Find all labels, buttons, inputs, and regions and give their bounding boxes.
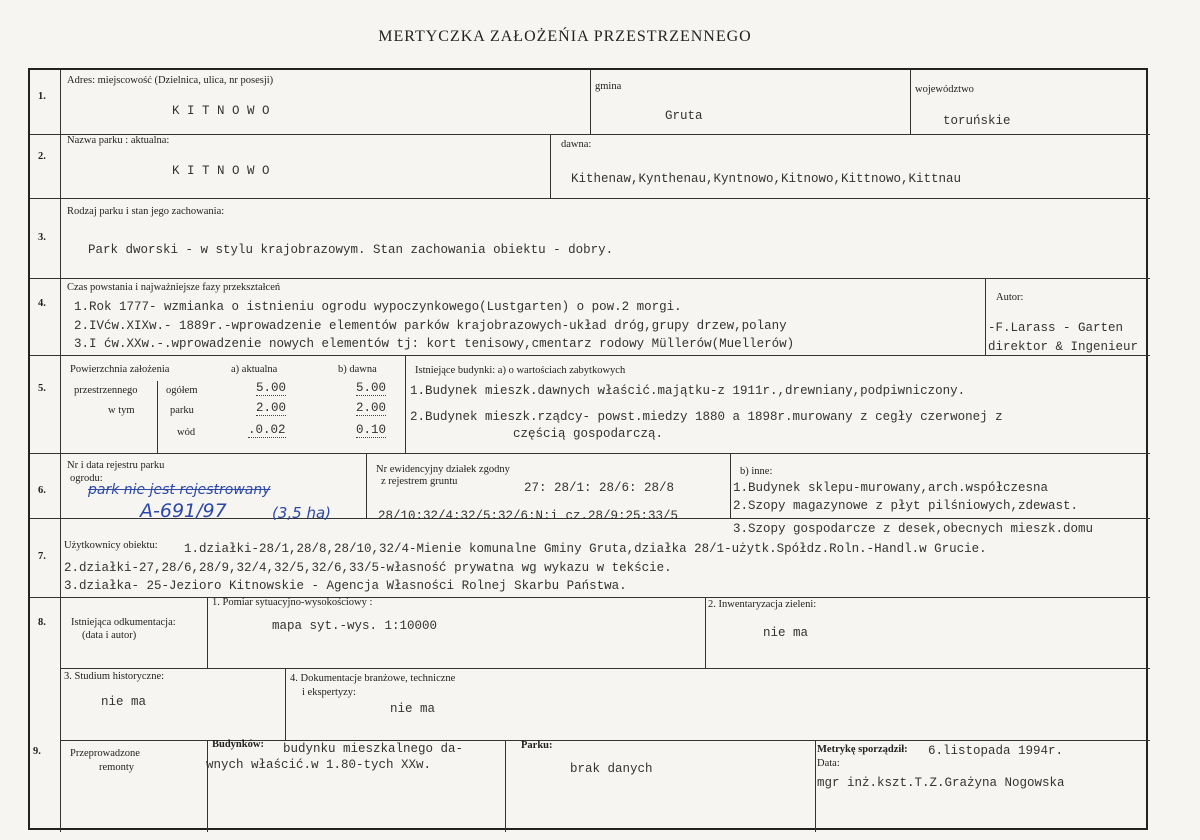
history-line-3: 3.I ćw.XXw.-.wprowadzenie nowych elementów tj: kort tenisowy,cmentarz rodowy Müllerów(Muellerów) bbox=[74, 337, 795, 351]
users-line-2: 2.działki-27,28/6,28/9,32/4,32/5,32/6,33/5-własność prywatna wg wykazu w tekście. bbox=[64, 561, 672, 575]
row-number-8: 8. bbox=[38, 617, 46, 628]
buildings-renovation-line-1: budynku mieszkalnego da- bbox=[283, 742, 464, 756]
users-label: Użytkownicy obiektu: bbox=[64, 540, 158, 551]
row-number-3: 3. bbox=[38, 232, 46, 243]
technical-docs-label-2: i ekspertyzy: bbox=[302, 687, 356, 698]
buildings-label: Istniejące budynki: a) o wartościach zabytkowych bbox=[415, 365, 626, 376]
former-name-label: dawna: bbox=[561, 139, 592, 150]
voivodeship-value: toruńskie bbox=[943, 114, 1011, 128]
address-value: K I T N O W O bbox=[172, 104, 270, 118]
building-2: 2.Budynek mieszk.rządcy- powst.miedzy 1880 a 1898r.murowany z cegły czerwonej z bbox=[410, 410, 1003, 424]
total-current-value: 5.00 bbox=[256, 381, 287, 395]
plots-line-2: 28/10:32/4:32/5:32/6:N:i cz.28/9:25:33/5 bbox=[378, 509, 679, 523]
prepared-by-value: mgr inż.kszt.T.Z.Grażyna Nogowska bbox=[817, 776, 1065, 790]
renovations-label-2: remonty bbox=[99, 762, 134, 773]
history-line-1: 1.Rok 1777- wzmianka o istnieniu ogrodu wypoczynkowego(Lustgarten) o pow.2 morgi. bbox=[74, 300, 682, 314]
historical-study-label: 3. Studium historyczne: bbox=[64, 671, 165, 682]
row-number-1: 1. bbox=[38, 91, 46, 102]
author-line-2: direktor & Ingenieur bbox=[988, 340, 1139, 354]
former-name-value: Kithenaw,Kynthenau,Kyntnowo,Kitnowo,Kittnowo,Kittnau bbox=[571, 172, 962, 186]
row-number-9: 9. bbox=[33, 746, 41, 757]
row-number-4: 4. bbox=[38, 298, 46, 309]
other-building-2: 2.Szopy magazynowe z płyt pilśniowych,zdewast. bbox=[733, 499, 1079, 513]
address-label: Adres: miejscowość (Dzielnica, ulica, nr posesji) bbox=[67, 75, 274, 86]
history-label: Czas powstania i najważniejsze fazy przekształceń bbox=[67, 282, 281, 293]
area-former-header: b) dawna bbox=[338, 364, 377, 375]
row-number-6: 6. bbox=[38, 485, 46, 496]
registry-label-2: ogrodu: bbox=[70, 473, 103, 484]
author-label: Autor: bbox=[996, 292, 1024, 303]
renovations-label: Przeprowadzone bbox=[70, 748, 140, 759]
gmina-value: Gruta bbox=[665, 109, 703, 123]
park-renovation-value: brak danych bbox=[570, 762, 653, 776]
other-buildings-label: b) inne: bbox=[740, 466, 773, 477]
historical-study-value: nie ma bbox=[101, 695, 147, 709]
total-former-value: 5.00 bbox=[356, 381, 387, 395]
date-value: 6.listopada 1994r. bbox=[928, 744, 1064, 758]
date-label: Data: bbox=[817, 758, 840, 769]
users-line-3: 3.działka- 25-Jezioro Kitnowskie - Agencja Własności Rolnej Skarbu Państwa. bbox=[64, 579, 627, 593]
documentation-label-2: (data i autor) bbox=[82, 630, 137, 641]
registry-area-note: (3,5 ha) bbox=[272, 504, 332, 522]
other-building-3: 3.Szopy gospodarcze z desek,obecnych mieszk.domu bbox=[733, 522, 1094, 536]
buildings-renovation-line-2: wnych właścić.w 1.80-tych XXw. bbox=[206, 758, 432, 772]
technical-docs-label: 4. Dokumentacje branżowe, techniczne bbox=[290, 673, 456, 684]
greenery-value: nie ma bbox=[763, 626, 809, 640]
registry-number: A-691/97 bbox=[140, 500, 227, 522]
survey-value: mapa syt.-wys. 1:10000 bbox=[272, 619, 438, 633]
greenery-label: 2. Inwentaryzacja zieleni: bbox=[708, 599, 817, 610]
row-number-5: 5. bbox=[38, 383, 46, 394]
page-title: MERTYCZKA ZAŁOŻEŃIA PRZESTRZENNEGO bbox=[378, 28, 752, 45]
building-2-cont: częścią gospodarczą. bbox=[513, 427, 664, 441]
current-name-value: K I T N O W O bbox=[172, 164, 270, 178]
history-line-2: 2.IVćw.XIXw.- 1889r.-wprowadzenie elementów parków krajobrazowych-układ dróg,grupy drzew,polany bbox=[74, 319, 787, 333]
gmina-label: gmina bbox=[595, 81, 622, 92]
area-current-header: a) aktualna bbox=[231, 364, 278, 375]
registry-label: Nr i data rejestru parku bbox=[67, 460, 165, 471]
other-building-1: 1.Budynek sklepu-murowany,arch.współczesna bbox=[733, 481, 1049, 495]
documentation-label: Istniejąca odkumentacja: bbox=[71, 617, 176, 628]
park-former-value: 2.00 bbox=[356, 401, 387, 415]
water-area-label: wód bbox=[177, 427, 196, 438]
users-line-1: 1.działki-28/1,28/8,28/10,32/4-Mienie komunalne Gminy Gruta,działka 28/1-użytk.Spółdz.Roln.-Handl.w Grucie. bbox=[184, 542, 987, 556]
voivodeship-label: województwo bbox=[915, 84, 974, 95]
park-area-label: parku bbox=[170, 405, 194, 416]
prepared-by-label: Metrykę sporządził: bbox=[817, 744, 908, 755]
area-label-2: przestrzennego bbox=[74, 385, 138, 396]
park-type-value: Park dworski - w stylu krajobrazowym. Stan zachowania obiektu - dobry. bbox=[88, 243, 614, 257]
technical-docs-value: nie ma bbox=[390, 702, 436, 716]
park-renovation-label: Parku: bbox=[521, 740, 553, 751]
building-1: 1.Budynek mieszk.dawnych właścić.majątku-z 1911r.,drewniany,podpiwniczony. bbox=[410, 384, 966, 398]
author-line-1: -F.Larass - Garten bbox=[988, 321, 1124, 335]
water-current-value: .0.02 bbox=[248, 423, 286, 437]
park-current-value: 2.00 bbox=[256, 401, 287, 415]
row-number-7: 7. bbox=[38, 551, 46, 562]
area-label: Powierzchnia założenia bbox=[70, 364, 170, 375]
of-which-label: w tym bbox=[108, 405, 135, 416]
plots-line-1: 27: 28/1: 28/6: 28/8 bbox=[524, 481, 675, 495]
water-former-value: 0.10 bbox=[356, 423, 387, 437]
park-type-label: Rodzaj parku i stan jego zachowania: bbox=[67, 206, 225, 217]
buildings-renovation-label: Budynków: bbox=[212, 739, 264, 750]
plots-label: Nr ewidencyjny działek zgodny bbox=[376, 464, 510, 475]
registry-struck-text: park nie jest rejestrowany bbox=[88, 482, 271, 498]
plots-label-2: z rejestrem gruntu bbox=[381, 476, 458, 487]
row-number-2: 2. bbox=[38, 151, 46, 162]
survey-label: 1. Pomiar sytuacyjno-wysokościowy : bbox=[212, 597, 373, 608]
current-name-label: Nazwa parku : aktualna: bbox=[67, 135, 170, 146]
total-label: ogółem bbox=[166, 385, 198, 396]
